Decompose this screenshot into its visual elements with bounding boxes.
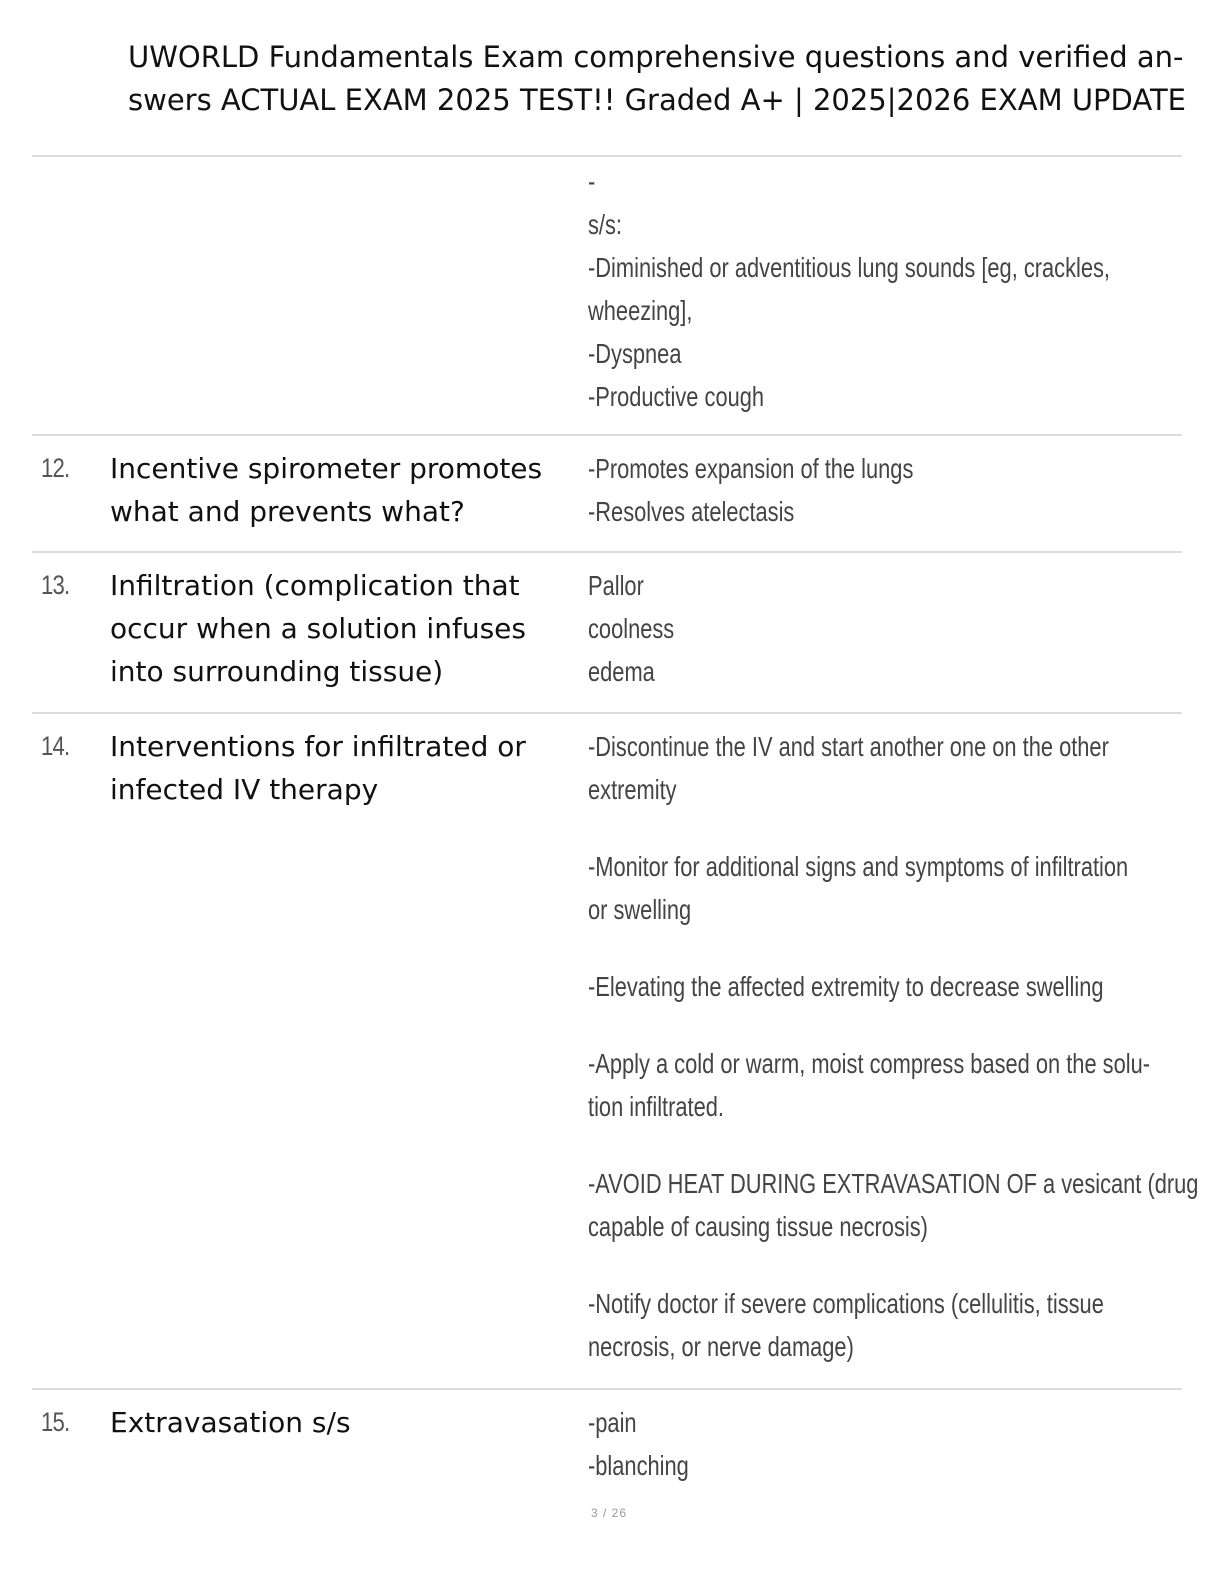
- divider: [32, 434, 1182, 436]
- document-title-line: UWORLD Fundamentals Exam comprehensive questions and verified an-: [128, 40, 1184, 74]
- answer-line: s/s:: [588, 209, 622, 240]
- answer-line: extremity: [588, 774, 677, 805]
- answer-line: -Resolves atelectasis: [588, 496, 795, 527]
- divider: [32, 1388, 1182, 1390]
- question-line: what and prevents what?: [110, 495, 465, 528]
- card-question: [110, 1401, 580, 1444]
- card-question: [110, 725, 580, 811]
- card-answer: [588, 564, 1178, 693]
- answer-line: Pallor: [588, 570, 644, 601]
- paragraph-gap: [588, 1008, 1178, 1042]
- answer-line: -Dyspnea: [588, 338, 682, 369]
- card-answer: [588, 447, 1178, 533]
- question-line: occur when a solution infuses: [110, 612, 526, 645]
- answer-line: capable of causing tissue necrosis): [588, 1211, 928, 1242]
- card-answer: [588, 1401, 1178, 1487]
- answer-line: tion infiltrated.: [588, 1091, 724, 1122]
- document-title-line: swers ACTUAL EXAM 2025 TEST!! Graded A+ | 2025|2026 EXAM UPDATE: [128, 83, 1186, 117]
- question-line: infected IV therapy: [110, 773, 379, 806]
- card-number: 14.: [41, 731, 70, 761]
- paragraph-gap: [588, 1128, 1178, 1162]
- card-question: [110, 447, 580, 533]
- answer-line: -Diminished or adventitious lung sounds [eg, crackles,: [588, 252, 1111, 283]
- page-indicator: 3 / 26: [591, 1506, 628, 1520]
- answer-line: edema: [588, 656, 655, 687]
- card-answer: [588, 725, 1199, 1368]
- divider: [32, 551, 1182, 553]
- document-title: [128, 36, 1198, 122]
- answer-line: -Apply a cold or warm, moist compress based on the solu-: [588, 1048, 1151, 1079]
- card-number: 13.: [41, 570, 70, 600]
- question-line: Interventions for infiltrated or: [110, 730, 526, 763]
- paragraph-gap: [588, 1248, 1178, 1282]
- divider: [32, 155, 1182, 157]
- answer-line: necrosis, or nerve damage): [588, 1331, 854, 1362]
- card-number: 15.: [41, 1407, 70, 1437]
- answer-line: -: [588, 166, 596, 197]
- question-line: Incentive spirometer promotes: [110, 452, 543, 485]
- answer-line: -pain: [588, 1407, 637, 1438]
- answer-line: wheezing],: [588, 295, 693, 326]
- answer-line: -blanching: [588, 1450, 689, 1481]
- answer-line: -AVOID HEAT DURING EXTRAVASATION OF a vesicant (drug: [588, 1168, 1199, 1199]
- question-line: Infiltration (complication that: [110, 569, 520, 602]
- answer-line: -Notify doctor if severe complications (cellulitis, tissue: [588, 1288, 1104, 1319]
- paragraph-gap: [588, 811, 1178, 845]
- card-answer: [588, 160, 1178, 418]
- question-line: Extravasation s/s: [110, 1406, 351, 1439]
- card-number: 12.: [41, 453, 70, 483]
- answer-line: or swelling: [588, 894, 692, 925]
- question-line: into surrounding tissue): [110, 655, 444, 688]
- answer-line: coolness: [588, 613, 675, 644]
- answer-line: -Monitor for additional signs and symptoms of infiltration: [588, 851, 1129, 882]
- answer-line: -Discontinue the IV and start another one on the other: [588, 731, 1109, 762]
- card-question: [110, 564, 580, 693]
- answer-line: -Promotes expansion of the lungs: [588, 453, 914, 484]
- paragraph-gap: [588, 931, 1178, 965]
- answer-line: -Elevating the affected extremity to decrease swelling: [588, 971, 1104, 1002]
- divider: [32, 712, 1182, 714]
- answer-line: -Productive cough: [588, 381, 765, 412]
